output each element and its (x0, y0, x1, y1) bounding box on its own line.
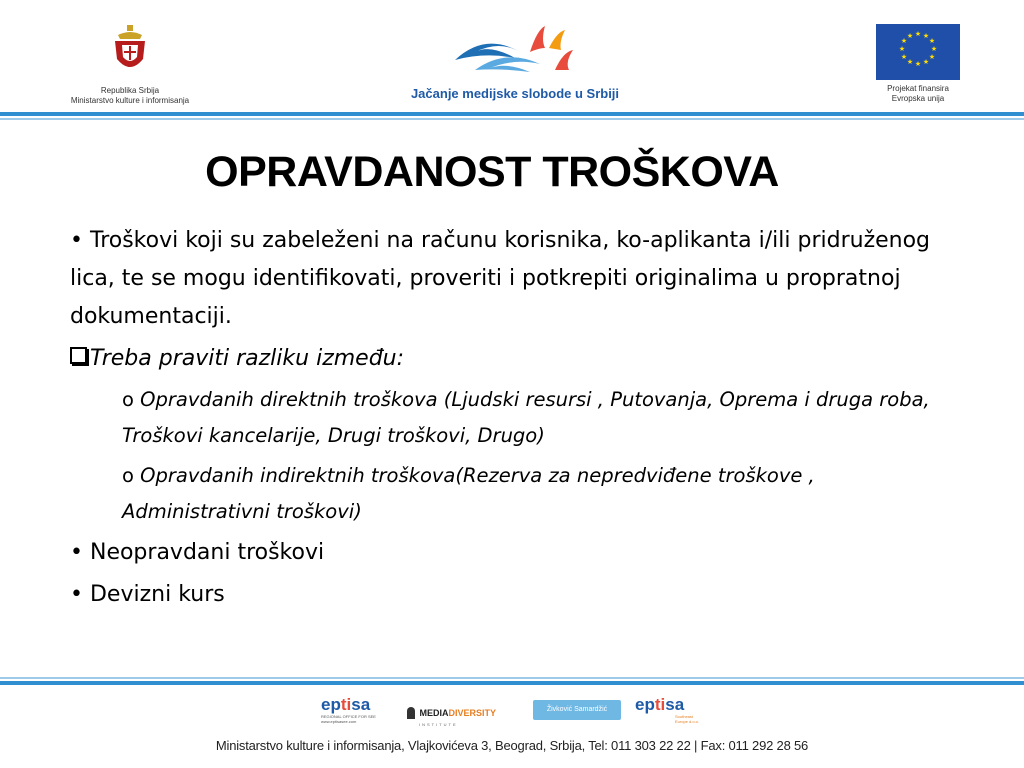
left-org-line2: Ministarstvo kulture i informisanja (70, 96, 190, 105)
svg-text:★: ★ (914, 60, 922, 68)
eu-flag-icon (876, 24, 960, 80)
svg-text:★: ★ (906, 58, 914, 66)
eptisa2-sub2: Europe d.o.o. (675, 719, 700, 724)
eptisa2-sub1: Southeast (675, 714, 694, 719)
eptisa-logo-2: eptisa Southeast Europe d.o.o. (635, 696, 705, 724)
bottom-rule-thick (0, 681, 1024, 685)
slide-title: OPRAVDANOST TROŠKOVA (205, 148, 779, 196)
bullet-item-2 (70, 340, 950, 378)
media-diversity-logo: MEDIADIVERSITY INSTITUTE (407, 704, 519, 727)
svg-text:★: ★ (928, 53, 936, 61)
serbian-coat-of-arms-icon (112, 25, 148, 77)
wave-logo-icon (445, 22, 585, 84)
top-rule-thick (0, 112, 1024, 116)
svg-text:★: ★ (900, 37, 908, 45)
bullet-item-4 (70, 576, 950, 614)
left-org-line1: Republika Srbija (100, 86, 160, 95)
bullet-item-2-text: Treba praviti razliku između: (90, 346, 405, 371)
svg-text:★: ★ (928, 37, 936, 45)
right-line2: Evropska unija (891, 94, 945, 103)
media-diversity-sub: INSTITUTE (419, 722, 458, 727)
bullet-dot-icon: • (70, 582, 90, 607)
sub-item-1 (122, 382, 950, 454)
eptisa-sub1: REGIONAL OFFICE FOR SEE (321, 714, 376, 719)
eu-funding-logo (870, 24, 966, 104)
sub-item-2-text: Opravdanih indirektnih troškova(Rezerva za nepredviđene troškove , Administrativni troškovi) (122, 464, 815, 523)
svg-text:★: ★ (914, 30, 922, 38)
bottom-rule-thin (0, 677, 1024, 679)
top-rule-thin (0, 118, 1024, 120)
eptisa-logo-1: eptisa REGIONAL OFFICE FOR SEE www.eptisasee.com (321, 696, 391, 724)
media-diversity-mark-icon (407, 707, 415, 719)
svg-text:★: ★ (922, 32, 930, 40)
bullet-item-1-text: Troškovi koji su zabeleženi na računu korisnika, ko-aplikanta i/ili pridruženog lica, te se mogu identifikovati, proveriti i potkrepiti originalima u propratnoj dokumentaciji. (70, 228, 931, 329)
bullet-dot-icon: • (70, 540, 90, 565)
serbia-ministry-logo (60, 25, 200, 106)
right-line1: Projekat finansira (887, 84, 949, 93)
svg-text:★: ★ (906, 32, 914, 40)
project-slogan: Jačanje medijske slobode u Srbiji (410, 86, 620, 101)
bullet-item-4-text: Devizni kurs (89, 582, 225, 607)
circle-bullet-icon: o (122, 388, 141, 411)
square-bullet-icon (70, 347, 87, 364)
footer-contact: Ministarstvo kulture i informisanja, Vlajkovićeva 3, Beograd, Srbija, Tel: 011 303 22 22 | Fax: 011 292 28 56 (215, 738, 809, 753)
bullet-item-1 (70, 222, 950, 336)
bullet-item-3-text: Neopravdani troškovi (89, 540, 325, 565)
project-logo (390, 22, 640, 101)
sub-item-1-text: Opravdanih direktnih troškova (Ljudski resursi , Putovanja, Oprema i druga roba, Troškovi kancelarije, Drugi troškovi, Drugo) (122, 388, 930, 447)
circle-bullet-icon: o (122, 464, 141, 487)
svg-text:★: ★ (900, 53, 908, 61)
svg-text:★: ★ (922, 58, 930, 66)
eptisa-sub2: www.eptisasee.com (321, 719, 357, 724)
svg-text:★: ★ (930, 45, 938, 53)
bullet-item-3 (70, 534, 950, 572)
slide-content (70, 222, 950, 618)
zivkovic-samardzic-logo: Živković Samardžić (533, 700, 621, 720)
partner-logos (315, 696, 715, 728)
bullet-dot-icon: • (70, 228, 90, 253)
svg-text:★: ★ (898, 45, 906, 53)
sub-item-2 (122, 458, 950, 530)
